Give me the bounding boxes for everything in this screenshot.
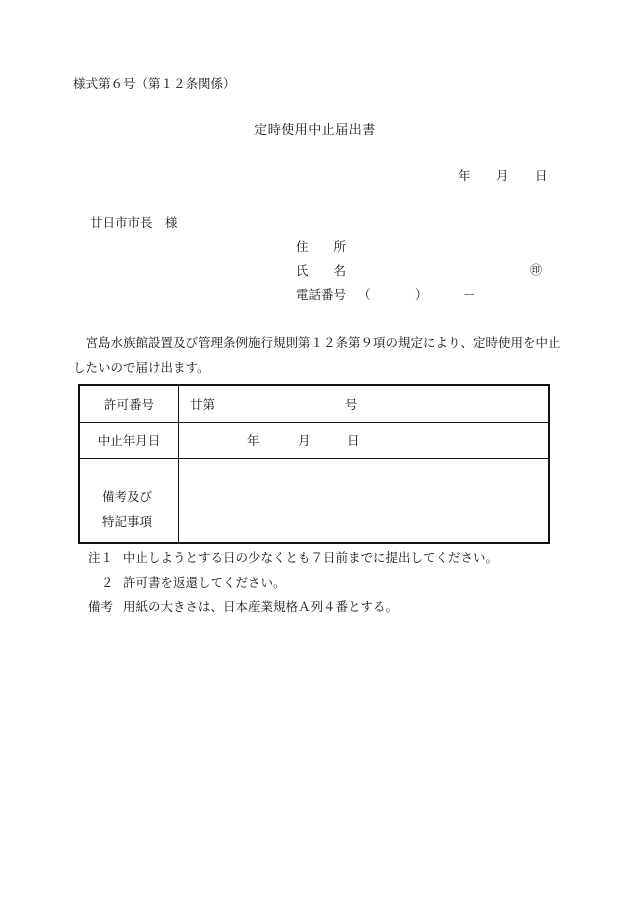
permit-number-suffix: 号 — [345, 397, 358, 412]
table-row-divider — [80, 422, 548, 423]
permit-number-label: 許可番号 — [103, 397, 154, 412]
note-1-label: 注１ — [88, 550, 114, 565]
document-title: 定時使用中止届出書 — [254, 123, 376, 138]
note-2-text: 許可書を返還してください。 — [123, 575, 286, 590]
name-label: 氏 名 — [296, 263, 347, 278]
table-column-divider — [178, 386, 179, 542]
permit-number-prefix: 廿第 — [190, 397, 216, 412]
phone-open-paren: （ — [358, 287, 371, 302]
phone-close-paren: ） — [415, 287, 428, 302]
stop-date-month: 月 — [298, 433, 311, 448]
remarks-note-label: 備考 — [88, 599, 114, 614]
remarks-label: 備考及び特記事項 — [102, 489, 153, 529]
note-1-text: 中止しようとする日の少なくとも７日前までに提出してください。 — [123, 550, 499, 565]
remarks-note-text: 用紙の大きさは、日本産業規格Ａ列４番とする。 — [123, 599, 399, 614]
form-number: 様式第６号（第１２条関係） — [73, 76, 236, 91]
body-text: 宮島水族館設置及び管理条例施行規則第１２条第９項の規定により、定時使用を中止したいので届け出ます。 — [73, 335, 561, 375]
permit-table — [78, 384, 550, 544]
seal-mark: ㊞ — [530, 263, 543, 277]
table-row-divider — [80, 458, 548, 459]
phone-dash: － — [463, 287, 476, 302]
note-2-number: ２ — [101, 575, 114, 590]
date-day: 日 — [535, 168, 548, 183]
stop-date-year: 年 — [247, 433, 260, 448]
stop-date-day: 日 — [347, 433, 360, 448]
stop-date-label: 中止年月日 — [97, 433, 161, 448]
address-label: 住 所 — [296, 239, 347, 254]
phone-label: 電話番号 — [296, 287, 347, 302]
date-month: 月 — [496, 168, 509, 183]
addressee: 廿日市市長 様 — [90, 215, 178, 230]
date-year: 年 — [458, 168, 471, 183]
